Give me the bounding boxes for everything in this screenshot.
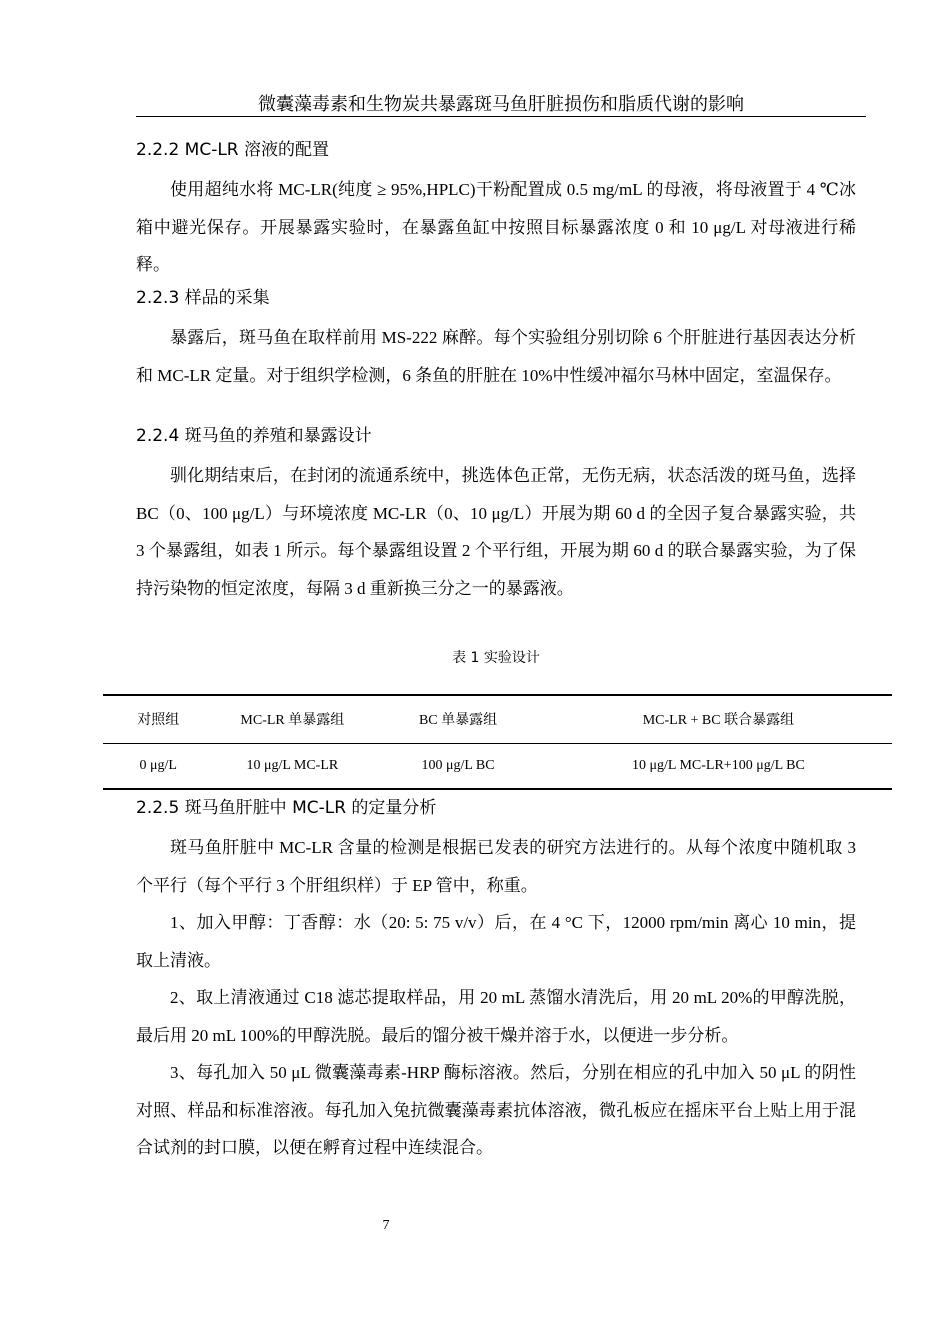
section-heading: 2.2.5 斑马鱼肝脏中 MC-LR 的定量分析 — [136, 798, 437, 818]
paragraph: 1、加入甲醇：丁香醇：水（20: 5: 75 v/v）后，在 4 °C 下，12000 rpm/min 离心 10 min，提取上清液。 — [136, 913, 856, 970]
paragraph: 暴露后，斑马鱼在取样前用 MS-222 麻醉。每个实验组分别切除 6 个肝脏进行基因表达分析和 MC-LR 定量。对于组织学检测，6 条鱼的肝脏在 10%中性缓冲福尔马林中固定，室温保存。 — [136, 328, 856, 385]
section-heading: 2.2.2 MC-LR 溶液的配置 — [136, 140, 330, 160]
paragraph: 3、每孔加入 50 μL 微囊藻毒素-HRP 酶标溶液。然后，分别在相应的孔中加入 50 μL 的阴性对照、样品和标准溶液。每孔加入兔抗微囊藻毒素抗体溶液，微孔板应在摇床平台上贴上用于混合试剂的封口膜，以便在孵育过程中连续混合。 — [136, 1063, 856, 1157]
table-header-cell: MC-LR 单暴露组 — [213, 695, 371, 743]
table-header-cell: BC 单暴露组 — [371, 695, 545, 743]
paragraph: 使用超纯水将 MC-LR(纯度 ≥ 95%,HPLC)干粉配置成 0.5 mg/mL 的母液，将母液置于 4 ℃冰箱中避光保存。开展暴露实验时，在暴露鱼缸中按照目标暴露浓度 0 和 10 μg/L 对母液进行稀释。 — [136, 180, 856, 274]
paragraph: 2、取上清液通过 C18 滤芯提取样品，用 20 mL 蒸馏水清洗后，用 20 mL 20%的甲醇洗脱，最后用 20 mL 100%的甲醇洗脱。最后的馏分被干燥并溶于水，以便进一步分析。 — [136, 988, 856, 1045]
table-cell: 100 μg/L BC — [371, 743, 545, 789]
section-heading: 2.2.3 样品的采集 — [136, 288, 270, 308]
section-2-2-4 — [136, 424, 856, 607]
header-rule — [136, 116, 866, 117]
table-row — [103, 743, 892, 789]
section-heading: 2.2.4 斑马鱼的养殖和暴露设计 — [136, 426, 372, 446]
page-number: 7 — [382, 1218, 390, 1233]
experiment-design-table — [103, 694, 892, 790]
paragraph: 驯化期结束后，在封闭的流通系统中，挑选体色正常，无伤无病，状态活泼的斑马鱼，选择 BC（0、100 μg/L）与环境浓度 MC-LR（0、10 μg/L）开展为期 60 d 的全因子复合暴露实验，共 3 个暴露组，如表 1 所示。每个暴露组设置 2 个平行组，开展为期 60 d 的联合暴露实验，为了保持污染物的恒定浓度，每隔 3 d 重新换三分之一的暴露液。 — [136, 466, 856, 598]
running-header: 微囊藻毒素和生物炭共暴露斑马鱼肝脏损伤和脂质代谢的影响 — [258, 94, 744, 114]
table-cell: 0 μg/L — [103, 743, 213, 789]
paragraph: 斑马鱼肝脏中 MC-LR 含量的检测是根据已发表的研究方法进行的。从每个浓度中随机取 3 个平行（每个平行 3 个肝组织样）于 EP 管中，称重。 — [136, 838, 856, 895]
section-2-2-2 — [136, 138, 856, 284]
table-header-cell: 对照组 — [103, 695, 213, 743]
table-cell: 10 μg/L MC-LR — [213, 743, 371, 789]
table-caption: 表 1 实验设计 — [452, 650, 540, 666]
table-header-cell: MC-LR + BC 联合暴露组 — [545, 695, 892, 743]
section-2-2-5 — [136, 796, 856, 1167]
table-header-row — [103, 695, 892, 743]
table-cell: 10 μg/L MC-LR+100 μg/L BC — [545, 743, 892, 789]
section-2-2-3 — [136, 286, 856, 394]
